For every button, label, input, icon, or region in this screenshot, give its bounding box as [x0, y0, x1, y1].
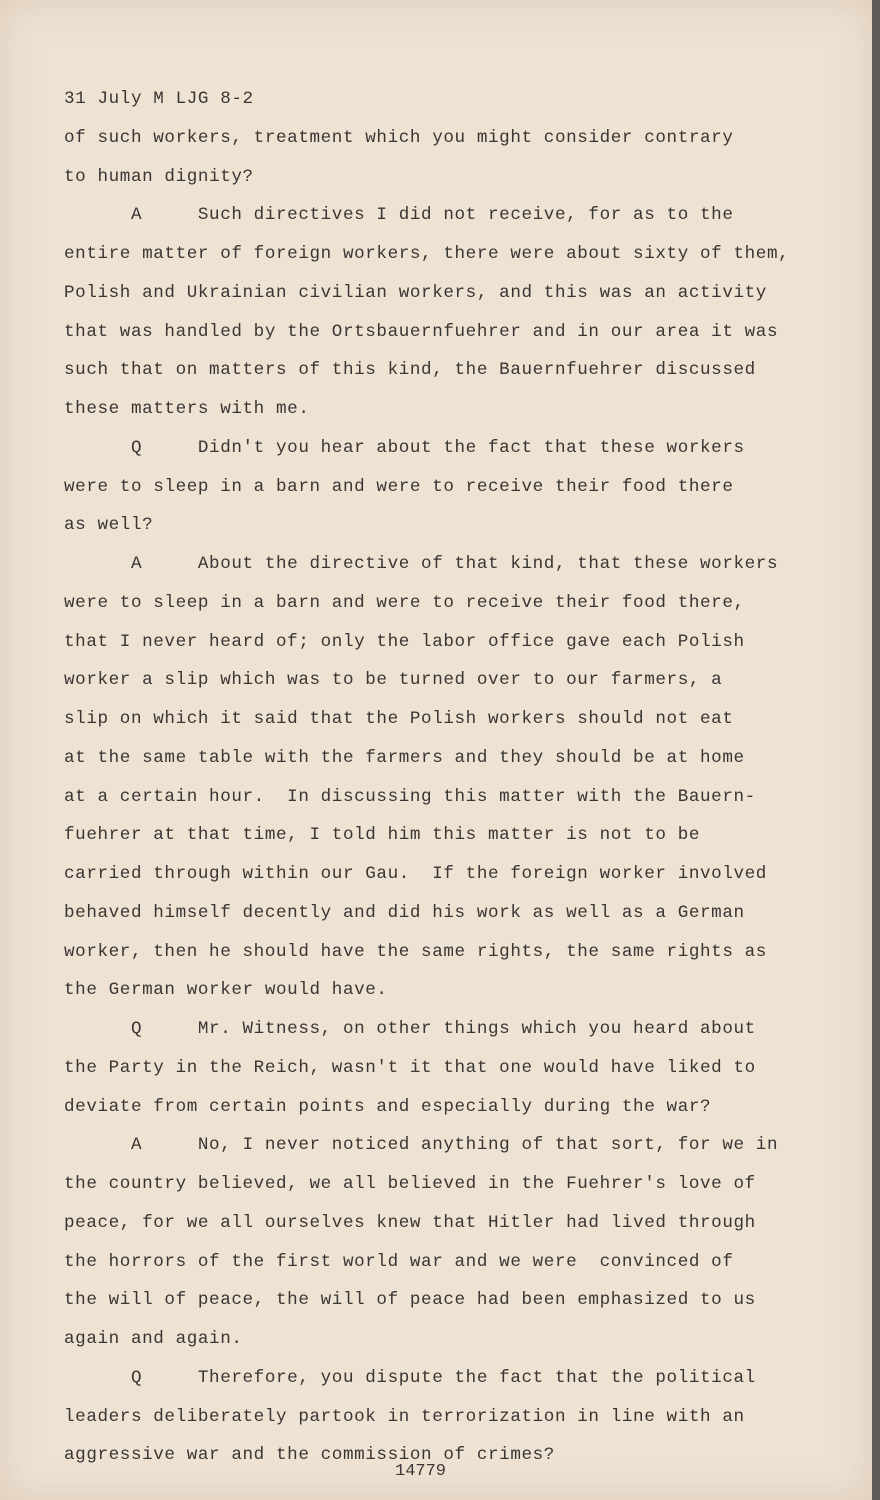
text-line: these matters with me. — [64, 399, 310, 419]
text-line: again and again. — [64, 1329, 243, 1349]
text-line: of such workers, treatment which you might consider contrary — [64, 127, 734, 148]
text-line: the Party in the Reich, wasn't it that one would have liked to — [64, 1057, 756, 1078]
text-line: Polish and Ukrainian civilian workers, and this was an activity — [64, 282, 767, 303]
text-line: deviate from certain points and especially during the war? — [64, 1096, 712, 1117]
text-line: the horrors of the first world war and we were convinced of — [64, 1251, 734, 1272]
transcript-body — [64, 80, 824, 1475]
text-line: Q Mr. Witness, on other things which you heard about — [64, 1019, 756, 1039]
text-line: carried through within our Gau. If the foreign worker involved — [64, 864, 767, 884]
text-line: the country believed, we all believed in the Fuehrer's love of — [64, 1174, 756, 1194]
text-line: peace, for we all ourselves knew that Hitler had lived through — [64, 1212, 756, 1233]
text-line: at a certain hour. In discussing this matter with the Bauern- — [64, 786, 756, 807]
text-line: at the same table with the farmers and they should be at home — [64, 747, 745, 768]
text-line: such that on matters of this kind, the Bauernfuehrer discussed — [64, 360, 756, 381]
text-line: slip on which it said that the Polish workers should not eat — [64, 709, 734, 729]
text-line: leaders deliberately partook in terrorization in line with an — [64, 1406, 745, 1427]
text-line: were to sleep in a barn and were to receive their food there, — [64, 592, 745, 613]
text-line: Q Therefore, you dispute the fact that the political — [64, 1367, 756, 1388]
page-header: 31 July M LJG 8-2 — [64, 89, 254, 109]
text-line: as well? — [64, 515, 154, 536]
text-line: worker, then he should have the same rights, the same rights as — [64, 941, 767, 962]
text-line: A Such directives I did not receive, for as to the — [64, 205, 734, 226]
text-line: fuehrer at that time, I told him this matter is not to be — [64, 825, 701, 846]
text-line: the will of peace, the will of peace had been emphasized to us — [64, 1290, 756, 1311]
text-line: A About the directive of that kind, that these workers — [64, 554, 779, 574]
page-number: 14779 — [395, 1462, 447, 1481]
text-line: Q Didn't you hear about the fact that these workers — [64, 437, 745, 458]
text-line: the German worker would have. — [64, 980, 388, 1001]
text-line: aggressive war and the commission of crimes? — [64, 1445, 555, 1466]
text-line: behaved himself decently and did his work as well as a German — [64, 902, 745, 923]
text-line: were to sleep in a barn and were to receive their food there — [64, 476, 734, 497]
text-line: that was handled by the Ortsbauernfuehrer and in our area it was — [64, 321, 779, 342]
text-line: A No, I never noticed anything of that sort, for we in — [64, 1135, 779, 1156]
text-line: to human dignity? — [64, 166, 254, 187]
text-line: that I never heard of; only the labor office gave each Polish — [64, 631, 745, 652]
text-line: worker a slip which was to be turned over to our farmers, a — [64, 670, 723, 691]
text-line: entire matter of foreign workers, there were about sixty of them, — [64, 244, 790, 264]
